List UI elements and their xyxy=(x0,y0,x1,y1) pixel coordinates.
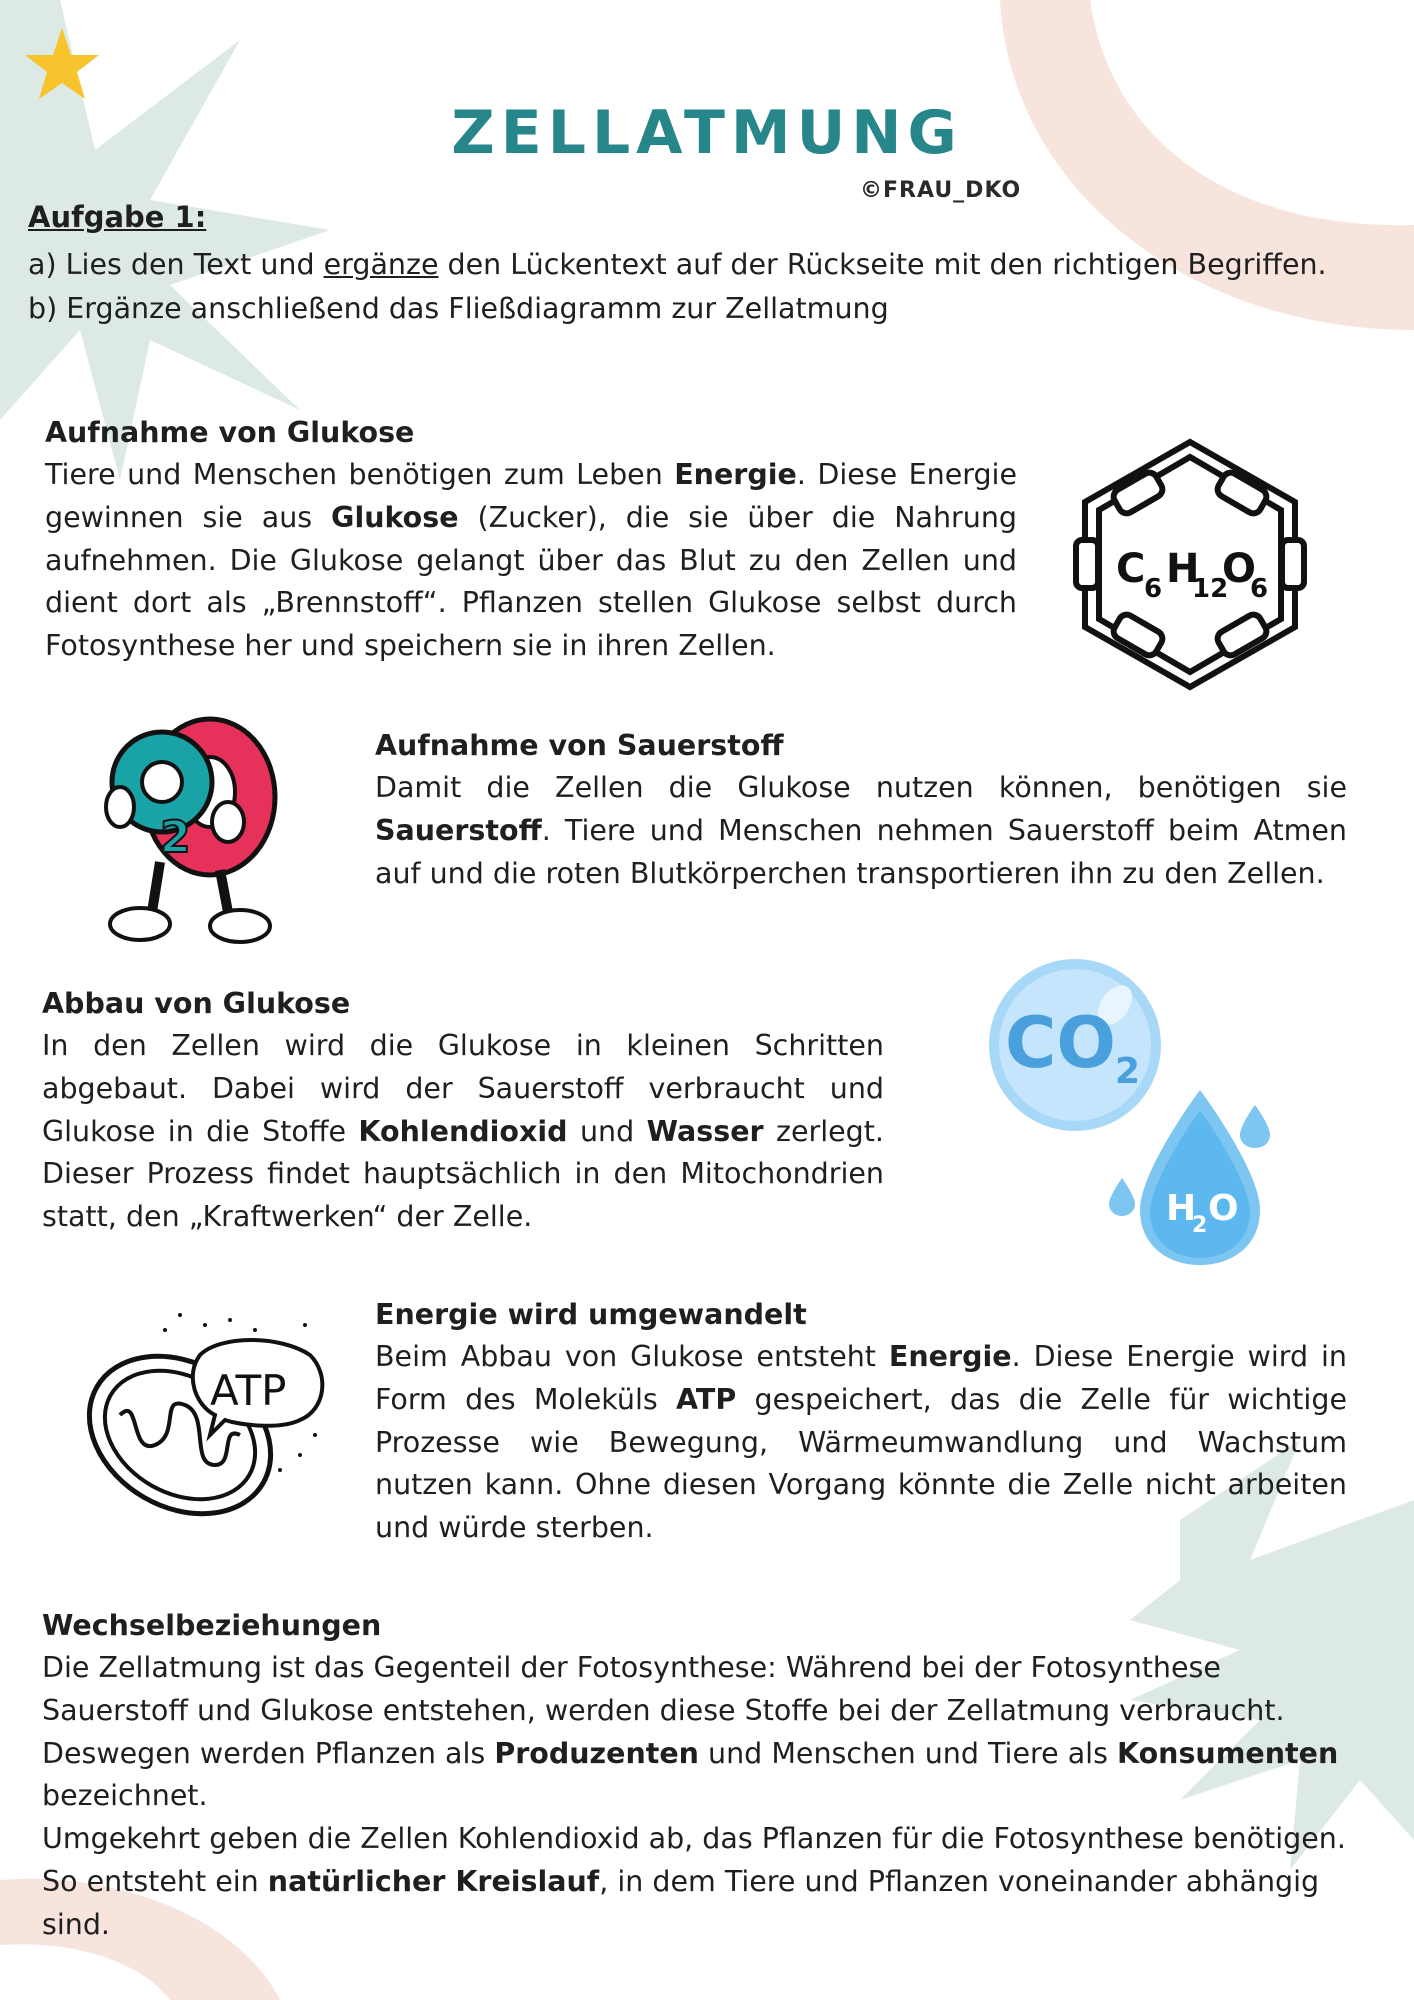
section-text: Tiere und Menschen benötigen zum Leben Energie. Diese Energie gewinnen sie aus Glukose (Zucker), die sie über die Nahrung aufnehmen. Die Glukose gelangt über das Blut zu den Zellen und dient dort als „Brennstoff“. Pflanzen stellen Glukose selbst durch Fotosynthese her und speichern sie in ihren Zellen. xyxy=(45,458,1017,663)
svg-text:2: 2 xyxy=(160,812,191,863)
oxygen-mascot-icon xyxy=(100,712,280,952)
section-text: Damit die Zellen die Glukose nutzen können, benötigen sie Sauerstoff. Tiere und Menschen nehmen Sauerstoff beim Atmen auf und die roten Blutkörperchen transportieren ihn zu den Zellen. xyxy=(375,771,1347,890)
svg-text:2: 2 xyxy=(1115,1051,1141,1092)
section-glukose-abbau xyxy=(42,982,884,1239)
svg-text:C: C xyxy=(1116,546,1146,592)
svg-text:O: O xyxy=(1222,546,1257,592)
svg-text:2: 2 xyxy=(1192,1213,1208,1238)
section-heading: Aufnahme von Sauerstoff xyxy=(375,729,784,762)
section-text: Die Zellatmung ist das Gegenteil der Fotosynthese: Während bei der Fotosynthese Sauerstoff und Glukose entstehen, werden diese Stoffe bei der Zellatmung verbraucht. Deswegen werden Pflanzen als Produzenten und Menschen und Tiere als Konsumenten bezeichnet. xyxy=(42,1651,1339,1813)
task-line-a-underlined: ergänze xyxy=(323,248,439,281)
section-wechselbeziehungen xyxy=(42,1604,1372,1947)
section-heading: Abbau von Glukose xyxy=(42,987,351,1020)
svg-text:12: 12 xyxy=(1192,574,1229,604)
section-energie xyxy=(375,1293,1347,1550)
task-line-b: b) Ergänze anschließend das Fließdiagramm zur Zellatmung xyxy=(28,292,889,325)
water-drop-icon xyxy=(1100,1090,1275,1270)
author-credit: ©FRAU_DKO xyxy=(860,178,1022,203)
section-heading: Energie wird umgewandelt xyxy=(375,1298,807,1331)
svg-text:H: H xyxy=(1166,1188,1197,1229)
svg-text:CO: CO xyxy=(1005,1002,1116,1084)
task-line-a xyxy=(28,248,1327,281)
section-text: Beim Abbau von Glukose entsteht Energie. Diese Energie wird in Form des Moleküls ATP gespeichert, das die Zelle für wichtige Prozesse wie Bewegung, Wärmeumwandlung und Wachstum nutzen kann. Ohne diesen Vorgang könnte die Zelle nicht arbeiten und würde sterben. xyxy=(375,1340,1348,1545)
mitochondrion-atp-icon xyxy=(70,1295,330,1535)
svg-text:6: 6 xyxy=(1144,574,1163,604)
svg-text:O: O xyxy=(100,712,101,713)
svg-text:6: 6 xyxy=(1250,574,1269,604)
svg-text:ATP: ATP xyxy=(210,1366,287,1415)
section-sauerstoff-aufnahme xyxy=(375,724,1347,895)
task-line-a-prefix: a) Lies den Text und xyxy=(28,248,324,281)
section-text: In den Zellen wird die Glukose in kleinen Schritten abgebaut. Dabei wird der Sauerstoff verbraucht und Glukose in die Stoffe Kohlendioxid und Wasser zerlegt. Dieser Prozess findet hauptsächlich in den Mitochondrien statt, den „Kraftwerken“ der Zelle. xyxy=(42,1029,884,1234)
svg-text:H: H xyxy=(1166,546,1200,592)
task-heading: Aufgabe 1: xyxy=(28,200,207,234)
section-heading: Wechselbeziehungen xyxy=(42,1609,382,1642)
page-title: ZELLATMUNG xyxy=(451,98,963,168)
section-heading: Aufnahme von Glukose xyxy=(45,416,415,449)
task-line-a-suffix: den Lückentext auf der Rückseite mit den richtigen Begriffen. xyxy=(438,248,1327,281)
svg-text:O: O xyxy=(1208,1188,1239,1229)
section-glukose-aufnahme xyxy=(45,411,1017,668)
section-text-2: Umgekehrt geben die Zellen Kohlendioxid ab, das Pflanzen für die Fotosynthese benötigen. So entsteht ein natürlicher Kreislauf, in dem Tiere und Pflanzen voneinander abhängig sind. xyxy=(42,1822,1346,1941)
glucose-molecule-icon xyxy=(1070,432,1310,697)
